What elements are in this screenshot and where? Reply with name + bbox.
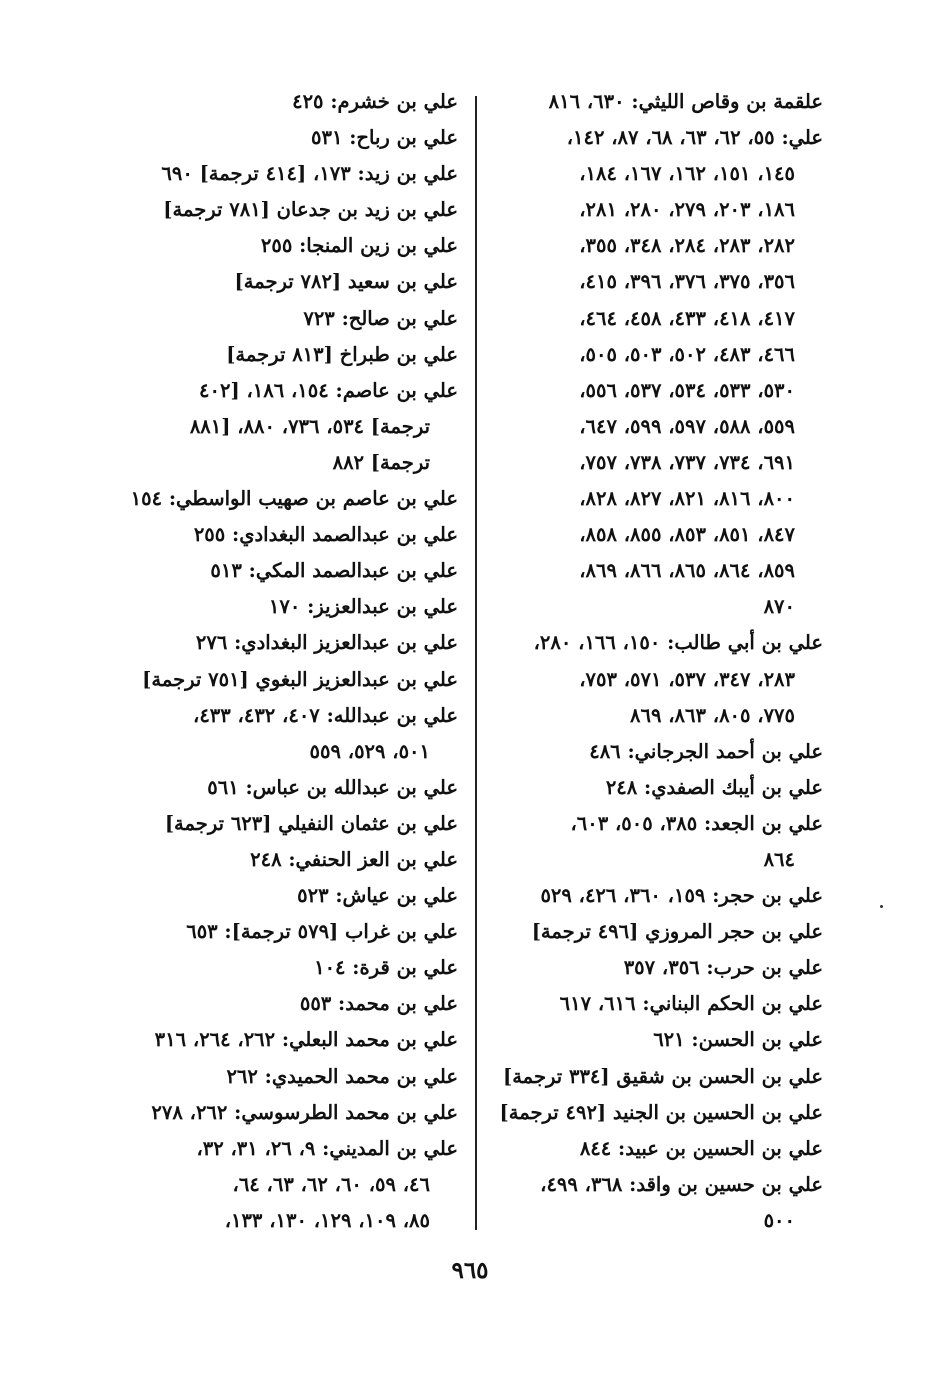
index-entry-continuation: ٧٧٥، ٨٠٥، ٨٦٣، ٨٦٩ xyxy=(630,703,795,727)
index-entry: علي بن الحكم البناني: ٦١٦، ٦١٧ xyxy=(559,992,823,1016)
index-entry: علي بن رباح: ٥٣١ xyxy=(311,126,458,150)
index-entry: علي بن أحمد الجرجاني: ٤٨٦ xyxy=(589,739,823,763)
index-entry: علي بن طبراخ [٨١٣ ترجمة] xyxy=(226,342,458,366)
index-entry: علي بن الجعد: ٣٨٥، ٥٠٥، ٦٠٣، xyxy=(570,811,823,835)
index-entry: علي بن حجر: ١٥٩، ٣٦٠، ٤٢٦، ٥٢٩ xyxy=(540,884,823,908)
index-entry: علي بن عبدالله بن عباس: ٥٦١ xyxy=(207,775,458,799)
column-divider xyxy=(475,96,477,1230)
index-entry-continuation: ٥٥٩، ٥٨٨، ٥٩٧، ٥٩٩، ٦٤٧، xyxy=(579,414,795,438)
index-entry-continuation: ٨٥، ١٠٩، ١٢٩، ١٣٠، ١٣٣، xyxy=(224,1208,430,1232)
index-entry-continuation: ٦٩١، ٧٣٤، ٧٣٧، ٧٣٨، ٧٥٧، xyxy=(579,450,795,474)
index-entry: علي بن العز الحنفي: ٢٤٨ xyxy=(250,847,458,871)
index-entry-continuation: ترجمة] ٨٨٢ xyxy=(332,450,430,474)
index-entry: علي بن خشرم: ٤٢٥ xyxy=(292,90,458,113)
index-entry: علي بن محمد الطرسوسي: ٢٦٢، ٢٧٨ xyxy=(151,1100,458,1124)
index-entry: علي بن المديني: ٩، ٢٦، ٣١، ٣٢، xyxy=(196,1136,458,1160)
index-entry-continuation: ٨٥٩، ٨٦٤، ٨٦٥، ٨٦٦، ٨٦٩، xyxy=(579,559,795,583)
index-entry-continuation: ٥٣٠، ٥٣٣، ٥٣٤، ٥٣٧، ٥٥٦، xyxy=(579,378,795,402)
index-entry-continuation: ١٤٥، ١٥١، ١٦٢، ١٦٧، ١٨٤، xyxy=(579,162,795,186)
index-entry-continuation: ٤٦، ٥٩، ٦٠، ٦٢، ٦٣، ٦٤، xyxy=(232,1172,430,1196)
index-entry: علي بن زين المنجا: ٢٥٥ xyxy=(260,234,458,258)
index-entry: علي بن عبدالصمد المكي: ٥١٣ xyxy=(210,559,458,583)
index-entry: علي بن عبدالعزيز البغوي [٧٥١ ترجمة] xyxy=(142,667,458,691)
index-entry: علي بن عياش: ٥٢٣ xyxy=(297,884,458,908)
index-entry-continuation: ٨٦٤ xyxy=(763,847,795,871)
index-entry: علي بن زيد بن جدعان [٧٨١ ترجمة] xyxy=(163,198,458,222)
index-entry: علي بن أبي طالب: ١٥٠، ١٦٦، ٢٨٠، xyxy=(533,631,823,655)
index-entry: علي بن الحسن بن شقيق [٣٣٤ ترجمة] xyxy=(503,1064,823,1088)
index-entry-continuation: ٨٧٠ xyxy=(763,595,795,619)
index-entry-continuation: ترجمة] ٥٣٤، ٧٣٦، ٨٨٠، [٨٨١ xyxy=(189,414,430,438)
index-entry: علي بن عاصم: ١٥٤، ١٨٦، [٤٠٢ xyxy=(199,378,458,402)
index-entry: علي بن سعيد [٧٨٢ ترجمة] xyxy=(234,270,458,294)
index-entry: علي بن محمد البعلي: ٢٦٢، ٢٦٤، ٣١٦ xyxy=(154,1028,458,1052)
index-entry: علي بن صالح: ٧٢٣ xyxy=(303,306,458,330)
index-entry: علي بن حجر المروزي [٤٩٦ ترجمة] xyxy=(531,920,823,944)
index-entry-continuation: ١٨٦، ٢٠٣، ٢٧٩، ٢٨٠، ٢٨١، xyxy=(579,198,795,222)
index-entry: علي بن عبدالله: ٤٠٧، ٤٣٢، ٤٣٣، xyxy=(193,703,458,727)
index-entry-continuation: ٨٠٠، ٨١٦، ٨٢١، ٨٢٧، ٨٢٨، xyxy=(579,487,795,511)
index-entry-continuation: ٤٦٦، ٤٨٣، ٥٠٢، ٥٠٣، ٥٠٥، xyxy=(579,342,795,366)
index-entry-continuation: ٣٥٦، ٣٧٥، ٣٧٦، ٣٩٦، ٤١٥، xyxy=(579,270,795,294)
index-entry: علي بن أيبك الصفدي: ٢٤٨ xyxy=(605,775,823,799)
index-entry: علي بن حسين بن واقد: ٣٦٨، ٤٩٩، xyxy=(540,1172,823,1196)
scan-speck xyxy=(880,905,883,908)
index-entry: علي بن قرة: ١٠٤ xyxy=(314,956,458,980)
index-entry: علي بن زيد: ١٧٣، [٤١٤ ترجمة] ٦٩٠ xyxy=(161,162,458,186)
index-entry-continuation: ٤١٧، ٤١٨، ٤٣٣، ٤٥٨، ٤٦٤، xyxy=(579,306,795,330)
index-entry-continuation: ٨٤٧، ٨٥١، ٨٥٣، ٨٥٥، ٨٥٨، xyxy=(579,523,795,547)
index-entry: علي: ٥٥، ٦٢، ٦٣، ٦٨، ٨٧، ١٤٢، xyxy=(566,126,823,150)
index-entry-continuation: ٢٨٣، ٣٤٧، ٥٣٧، ٥٧١، ٧٥٣، xyxy=(579,667,795,691)
index-entry: علي بن غراب [٥٧٩ ترجمة]: ٦٥٣ xyxy=(186,920,458,944)
index-entry: علي بن حرب: ٣٥٦، ٣٥٧ xyxy=(623,956,823,980)
index-entry: علي بن الحسين بن عبيد: ٨٤٤ xyxy=(579,1136,823,1160)
index-entry-continuation: ٥٠١، ٥٢٩، ٥٥٩ xyxy=(309,739,430,763)
index-entry: علي بن محمد الحميدي: ٢٦٢ xyxy=(226,1064,458,1088)
index-entry: علي بن عبدالصمد البغدادي: ٢٥٥ xyxy=(193,523,458,547)
index-entry-continuation: ٥٠٠ xyxy=(763,1208,795,1232)
index-entry: علقمة بن وقاص الليثي: ٦٣٠، ٨١٦ xyxy=(548,90,823,113)
index-entry: علي بن عاصم بن صهيب الواسطي: ١٥٤ xyxy=(130,487,458,511)
page-number: ٩٦٥ xyxy=(451,1257,489,1284)
index-entry: علي بن عبدالعزيز: ١٧٠ xyxy=(268,595,458,619)
index-entry-continuation: ٢٨٢، ٢٨٣، ٢٨٤، ٣٤٨، ٣٥٥، xyxy=(579,234,795,258)
index-entry: علي بن محمد: ٥٥٣ xyxy=(299,992,458,1016)
index-entry: علي بن عثمان النفيلي [٦٢٣ ترجمة] xyxy=(164,811,458,835)
index-entry: علي بن الحسن: ٦٢١ xyxy=(653,1028,823,1052)
index-entry: علي بن عبدالعزيز البغدادي: ٢٧٦ xyxy=(195,631,458,655)
index-column-left xyxy=(128,84,458,1239)
index-entry: علي بن الحسين بن الجنيد [٤٩٢ ترجمة] xyxy=(499,1100,823,1124)
index-column-right xyxy=(478,84,823,1239)
